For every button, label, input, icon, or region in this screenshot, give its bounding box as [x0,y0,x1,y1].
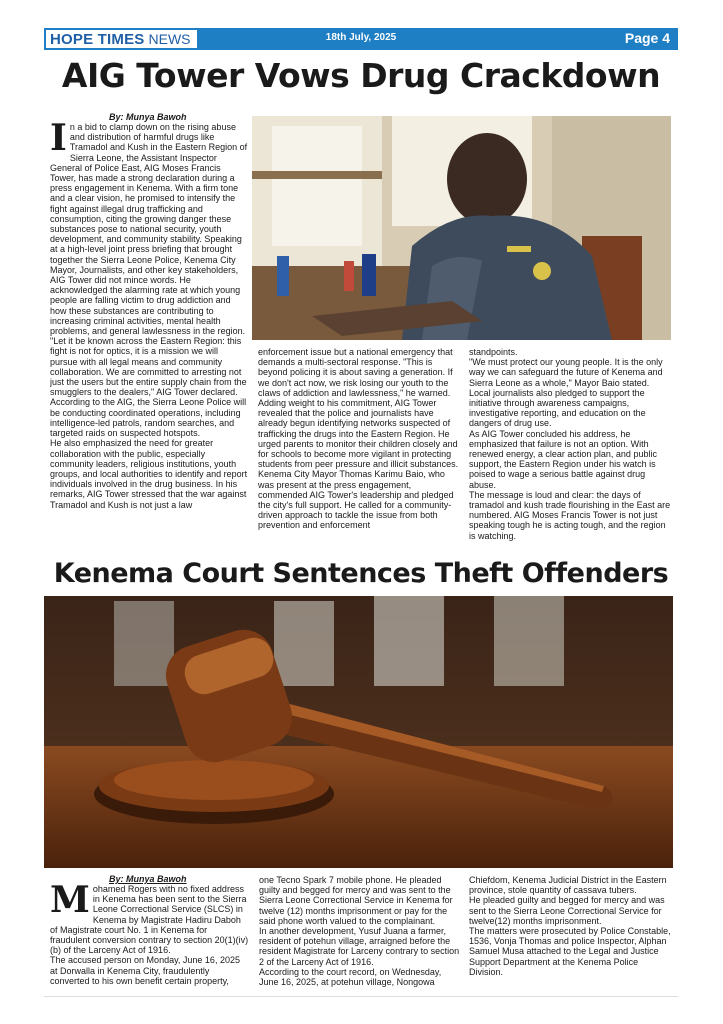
story2-headline: Kenema Court Sentences Theft Offenders [53,558,669,589]
story2-paragraph: one Tecno Spark 7 mobile phone. He pleaded guilty and begged for mercy and was sent to the Sierra Leone Correctional Service in Kenema for twelve (12) months imprisonment or pay for the said phone worth valued to the complainant. [259,875,453,926]
story1-paragraph: Kenema City Mayor Thomas Karimu Baio, who was present at the press engagement, commended AIG Tower's leadership and pledged the city's full support. He called for a community-driven approach to tackle the issue from both prevention and enforcement [258,469,454,531]
issue-date: 18th July, 2025 [325,32,397,43]
story2-column-2 [259,875,460,993]
story2-paragraph: ohamed Rogers with no fixed address in Kenema has been sent to the Sierra Leone Correctional Service (SLCS) in Kenema by Magistrate Hadiru Daboh of Magistrate court No. 1 in Kenema for fraudulent conversion contrary to section 20(1)(iv)(b) of the Larceny Act of 1916. [50,884,249,956]
story1-paragraph: As AIG Tower concluded his address, he emphasized that failure is not an option. With renewed energy, a clear action plan, and public support, the Eastern Region under his watch is poised to wage a serious battle against drug abuse. [469,428,657,490]
gavel-photo [44,596,673,868]
story2-paragraph: He pleaded guilty and begged for mercy and was sent to the Sierra Leone Correctional Service for twelve(12) months imprisonment. [469,895,665,926]
story1-paragraph: n a bid to clamp down on the rising abuse and distribution of harmful drugs like Tramadol and Kush in the Eastern Region of Sierra Leone, the Assistant Inspector General of Police East, AIG Moses Francis Tower, has made a strong declaration during a press engagement in Kenema. With a firm tone and a clear vision, he promised to intensify the fight against illegal drug trafficking and consumption, citing the growing danger these substances pose to national security, youth development, and community stability. Speaking at a high-level joint press briefing that brought together the Sierra Leone Police, Kenema City Mayor, Journalists, and other key stakeholders, AIG Tower did not mince words. He acknowledged the alarming rate at which young people are falling victim to drug addiction and how these substances are contributing to increasing criminal activities, mental health problems, and general lawlessness in the region. [50,122,248,337]
story1-paragraph: standpoints. [469,347,518,357]
story1-paragraph: The message is loud and clear: the days of tramadol and kush trade flourishing in the East are numbered. AIG Moses Francis Tower is not just speaking tough he is acting tough, and the region is watching. [469,489,671,541]
story1-paragraph: He also emphasized the need for greater collaboration with the public, especially community leaders, religious institutions, youth groups, and local authorities to identify and report individuals involved in the drug business. In his remarks, AIG Tower stressed that the war against Tramadol and Kush is not just a law [50,438,248,510]
page-bottom-rule [44,996,678,997]
story2-paragraph: According to the court record, on Wednesday, June 16, 2025, at potehun village, Nongowa [259,966,442,988]
story2-byline: By: Munya Bawoh [109,874,187,884]
story1-column-2 [258,347,459,555]
story2-column-3 [469,875,672,993]
section-name: NEWS [148,31,191,47]
story2-dropcap: M [50,884,90,921]
story1-paragraph: "We must protect our young people. It is the only way we can safeguard the future of Kenema and Sierra Leone as a whole," Mayor Baio stated. [469,357,663,388]
story2-paragraph: Chiefdom, Kenema Judicial District in the Eastern province, stole quantity of cassava tubers. [469,875,667,896]
story1-paragraph: According to the AIG, the Sierra Leone Police will be conducting coordinated operations, including intelligence-led patrols, random searches, and targeted raids on suspected hotspots. [50,397,247,439]
story1-paragraph: enforcement issue but a national emergency that demands a multi-sectoral response. "This is beyond policing it is about saving a generation. If we don't act now, we risk losing our youth to the claws of addiction and lawlessness," he warned. [258,347,453,398]
story1-headline: AIG Tower Vows Drug Crackdown [61,56,661,95]
story1-column-3 [469,347,671,555]
story2-paragraph: In another development, Yusuf Juana a farmer, resident of potehun village, arraigned before the resident Magistrate for Larceny contrary to section 2 of the Larceny Act of 1916. [259,926,460,967]
page-number: Page 4 [624,30,670,46]
story1-byline: By: Munya Bawoh [109,112,187,122]
story2-paragraph: The matters were prosecuted by Police Constable, 1536, Vonja Thomas and police Inspector, Alphan Samuel Musa attached to the Legal and Justice Support Department at the Kenema Police Division. [469,926,671,977]
story1-dropcap: I [50,122,67,159]
story1-paragraph: Adding weight to his commitment, AIG Tower revealed that the police and journalists have already begun identifying networks suspected of trafficking the drugs into the Eastern Region. He urged parents to monitor their children closely and for schools to become more vigilant in protecting students from peer pressure and illicit substances. [258,398,459,470]
masthead-banner [44,28,678,50]
brand-name: HOPE TIMES [50,30,145,48]
story1-column-1 [50,122,248,550]
story1-paragraph: "Let it be known across the Eastern Region: this fight is not for optics, it is a mission we will pursue with all legal means and community collaboration. We are committed to arresting not just the users but the entire supply chain from the smugglers to the dealers," AIG Tower declared. [50,336,247,398]
aig-tower-photo [252,116,671,340]
story1-paragraph: Local journalists also pledged to support the initiative through awareness campaigns, investigative reporting, and education on the dangers of drug use. [469,387,646,429]
story2-paragraph: The accused person on Monday, June 16, 2025 at Dorwalla in Kenema City, fraudulently converted to his own benefit certain property, [50,955,240,986]
story2-column-1 [50,884,249,994]
